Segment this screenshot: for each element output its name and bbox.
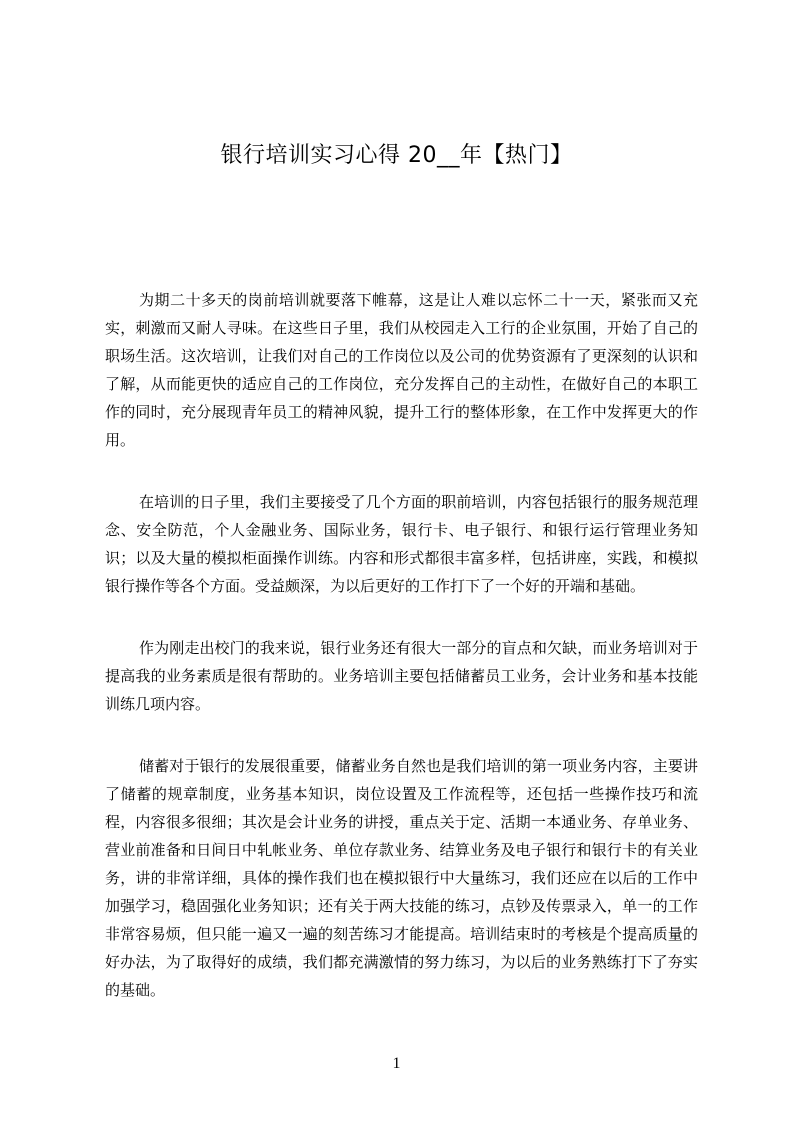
paragraph-2: 在培训的日子里，我们主要接受了几个方面的职前培训，内容包括银行的服务规范理念、安全防范，个人金融业务、国际业务，银行卡、电子银行、和银行运行管理业务知识；以及大量的模拟柜面操作训练。内容和形式都很丰富多样，包括讲座，实践，和模拟银行操作等各个方面。受益颇深，为以后更好的工作打下了一个好的开端和基础。 xyxy=(105,493,698,595)
document-body xyxy=(105,286,698,1038)
paragraph-4: 储蓄对于银行的发展很重要，储蓄业务自然也是我们培训的第一项业务内容，主要讲了储蓄的规章制度，业务基本知识，岗位设置及工作流程等，还包括一些操作技巧和流程，内容很多很细；其次是会计业务的讲授，重点关于定、活期一本通业务、存单业务、营业前准备和日间日中轧帐业务、单位存款业务、结算业务及电子银行和银行卡的有关业务，讲的非常详细，具体的操作我们也在模拟银行中大量练习，我们还应在以后的工作中加强学习，稳固强化业务知识；还有关于两大技能的练习，点钞及传票录入，单一的工作非常容易烦，但只能一遍又一遍的刻苦练习才能提高。培训结束时的考核是个提高质量的好办法，为了取得好的成绩，我们都充满激情的努力练习，为以后的业务熟练打下了夯实的基础。 xyxy=(105,757,698,999)
page-number: 1 xyxy=(392,1055,401,1072)
paragraph-1: 为期二十多天的岗前培训就要落下帷幕，这是让人难以忘怀二十一天，紧张而又充实，刺激而又耐人寻味。在这些日子里，我们从校园走入工行的企业氛围，开始了自己的职场生活。这次培训，让我们对自己的工作岗位以及公司的优势资源有了更深刻的认识和了解，从而能更快的适应自己的工作岗位，充分发挥自己的主动性，在做好自己的本职工作的同时，充分展现青年员工的精神风貌，提升工行的整体形象，在工作中发挥更大的作用。 xyxy=(105,291,698,449)
paragraph-3: 作为刚走出校门的我来说，银行业务还有很大一部分的盲点和欠缺，而业务培训对于提高我的业务素质是很有帮助的。业务培训主要包括储蓄员工业务，会计业务和基本技能训练几项内容。 xyxy=(105,639,698,713)
document-title: 银行培训实习心得 20__年【热门】 xyxy=(220,143,573,168)
